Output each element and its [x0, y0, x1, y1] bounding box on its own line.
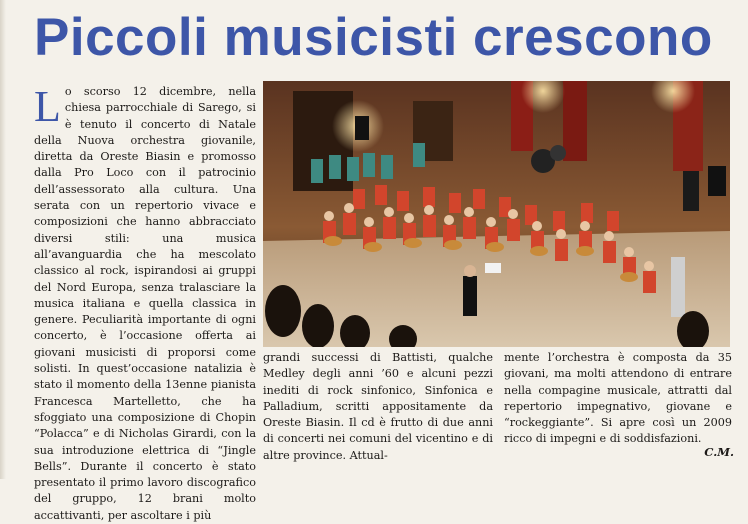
author-signature: C.M.: [704, 445, 734, 459]
headline: Piccoli musicisti crescono: [34, 8, 713, 67]
article-column-1-text: o scorso 12 dicembre, nella chiesa parrocchiale di Sarego, si è tenuto il concerto di Natale della Nuova orchestra giovanile, diretta da Oreste Biasin e promosso dalla Pro Loco con il patrocinio dell’assessorato alla cultura. Una serata con un repertorio vivace e composizioni che hanno abbracciato diversi stili: una musica all’avanguardia che ha mescolato classico al rock, ispirandosi ai gruppi del Nord Europa, senza tralasciare la musica italiana e quella classica in genere. Peculiarità importante di ogni concerto, è l’occasione offerta ai giovani musicisti di proporsi come solisti. In quest’occasione natalizia è stato il momento della 13enne pianista Francesca Martelletto, che ha sfoggiato una composizione di Chopin “Polacca” e di Nicholas Girardi, con la sua introduzione elettrica di “Jingle Bells”. Durante il concerto è stato presentato il primo lavoro discografico del gruppo, 12 brani molto accattivanti, per ascoltare i più: [34, 85, 256, 522]
article-column-2: grandi successi di Battisti, qualche Medley degli anni ’60 e alcuni pezzi inediti di rock sinfonico, Sinfonica e Palladium, scritti appositamente da Oreste Biasin. Il cd è frutto di due anni di concerti nei comuni del vicentino e di altre province. Attual-: [263, 351, 493, 462]
article-column-1: [34, 84, 256, 524]
orchestra-photo: [263, 81, 730, 347]
drop-cap: L: [34, 82, 61, 131]
page-edge: [0, 0, 6, 479]
article-column-3: mente l’orchestra è composta da 35 giovani, ma molti attendono di entrare nella compagine musicale, attratti dal repertorio impegnativo, giovane e “rockeggiante”. Si apre così un 2009 ricco di impegni e di soddisfazioni.: [504, 351, 732, 446]
